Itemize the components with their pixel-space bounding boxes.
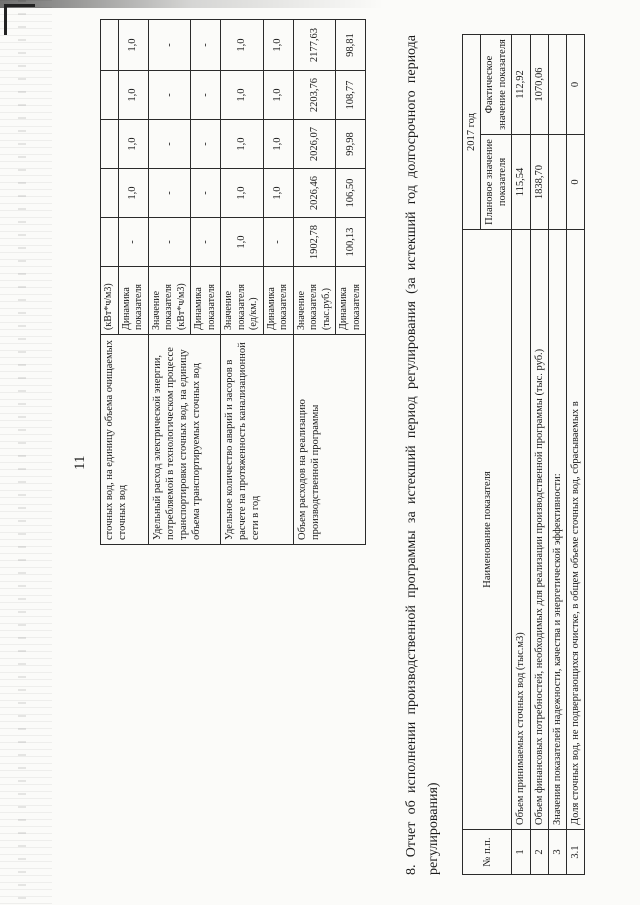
- indicator-value: 1,0: [263, 71, 293, 120]
- row-number: 3: [548, 830, 566, 875]
- indicator-value: 99,98: [336, 120, 366, 169]
- indicator-value: -: [148, 71, 191, 120]
- indicator-name: сточных вод, на единицу объема очищаемых сточных вод: [101, 335, 149, 545]
- table-row: [530, 35, 548, 875]
- indicator-value: 108,77: [336, 71, 366, 120]
- col-header-fact: Фактическое значение показателя: [481, 35, 512, 135]
- indicator-name: Удельное количество аварий и засоров в расчете на протяженность канализационной сети в год: [221, 335, 294, 545]
- indicator-sub-label: Динамика показателя: [118, 267, 148, 335]
- row-number: 2: [530, 830, 548, 875]
- indicators-table: [100, 19, 366, 545]
- row-name: Объем финансовых потребностей, необходимых для реализации производственной программы (тыс. руб.): [530, 230, 548, 830]
- indicator-value: 1,0: [263, 169, 293, 218]
- fact-value: 112,92: [512, 35, 530, 135]
- fact-value: [548, 35, 566, 135]
- table-row: [221, 20, 264, 545]
- indicator-value: [101, 20, 119, 71]
- table-row: [566, 35, 584, 875]
- indicator-value: 1,0: [221, 71, 264, 120]
- indicator-value: 1,0: [221, 218, 264, 267]
- indicator-value: 2026,46: [293, 169, 336, 218]
- col-header-no: № п.п.: [463, 830, 512, 875]
- page-number: 11: [72, 455, 88, 470]
- col-header-plan: Плановое значение показателя: [481, 135, 512, 230]
- plan-value: 115,54: [512, 135, 530, 230]
- indicator-value: [101, 169, 119, 218]
- indicator-sub-label: (кВт*ч/м3): [101, 267, 119, 335]
- indicator-sub-label: Значение показателя (кВт*ч/м3): [148, 267, 191, 335]
- indicator-value: -: [191, 120, 221, 169]
- indicator-value: 106,50: [336, 169, 366, 218]
- fact-value: 1070,06: [530, 35, 548, 135]
- indicator-value: 1,0: [221, 120, 264, 169]
- indicator-value: 1,0: [263, 120, 293, 169]
- table-row: [148, 20, 191, 545]
- indicator-value: 1,0: [221, 169, 264, 218]
- row-name: Значения показателей надежности, качества и энергетической эффективности:: [548, 230, 566, 830]
- plan-value: [548, 135, 566, 230]
- indicator-value: -: [148, 20, 191, 71]
- indicator-value: [101, 120, 119, 169]
- indicator-value: 2203,76: [293, 71, 336, 120]
- col-header-year: 2017 год: [463, 35, 481, 230]
- indicator-value: -: [148, 169, 191, 218]
- indicator-value: 1,0: [118, 20, 148, 71]
- indicator-sub-label: Динамика показателя: [191, 267, 221, 335]
- indicator-name: Удельный расход электрической энергии, потребляемой в технологическом процессе транспортировки сточных вод, на единицу объема транспортируемых сточных вод: [148, 335, 221, 545]
- table-row: [293, 20, 336, 545]
- indicator-value: 98,81: [336, 20, 366, 71]
- program-report-table: [462, 34, 585, 875]
- indicator-value: -: [263, 218, 293, 267]
- indicator-value: -: [148, 120, 191, 169]
- indicator-value: -: [191, 218, 221, 267]
- plan-value: 1838,70: [530, 135, 548, 230]
- indicator-value: 1,0: [118, 120, 148, 169]
- indicator-value: [101, 218, 119, 267]
- indicator-value: 2177,63: [293, 20, 336, 71]
- fact-value: 0: [566, 35, 584, 135]
- table-row: [101, 20, 119, 545]
- row-number: 3.1: [566, 830, 584, 875]
- indicator-sub-label: Значение показателя (тыс.руб.): [293, 267, 336, 335]
- section-heading: 8. Отчет об исполнении производственной программы за истекший период регулирования (за истекший год долгосрочного периода регулирования): [404, 35, 442, 875]
- indicator-sub-label: Динамика показателя: [336, 267, 366, 335]
- row-name: Объем принимаемых сточных вод (тыс.м3): [512, 230, 530, 830]
- table-row: [512, 35, 530, 875]
- indicator-value: -: [191, 169, 221, 218]
- indicator-value: -: [191, 20, 221, 71]
- indicator-sub-label: Значение показателя (ед/км.): [221, 267, 264, 335]
- indicator-value: 1,0: [118, 169, 148, 218]
- indicator-value: 1902,78: [293, 218, 336, 267]
- indicator-value: 1,0: [118, 71, 148, 120]
- table-row: [548, 35, 566, 875]
- indicator-value: 100,13: [336, 218, 366, 267]
- indicator-name: Объем расходов на реализацию производственной программы: [293, 335, 366, 545]
- indicator-value: [101, 71, 119, 120]
- indicator-value: 1,0: [221, 20, 264, 71]
- indicator-value: -: [118, 218, 148, 267]
- indicator-value: 2026,07: [293, 120, 336, 169]
- plan-value: 0: [566, 135, 584, 230]
- col-header-name: Наименование показателя: [463, 230, 512, 830]
- indicator-value: -: [148, 218, 191, 267]
- indicator-value: 1,0: [263, 20, 293, 71]
- row-name: Доля сточных вод, не подвергающихся очистке, в общем объеме сточных вод, сбрасываемых в: [566, 230, 584, 830]
- indicator-sub-label: Динамика показателя: [263, 267, 293, 335]
- indicator-value: -: [191, 71, 221, 120]
- row-number: 1: [512, 830, 530, 875]
